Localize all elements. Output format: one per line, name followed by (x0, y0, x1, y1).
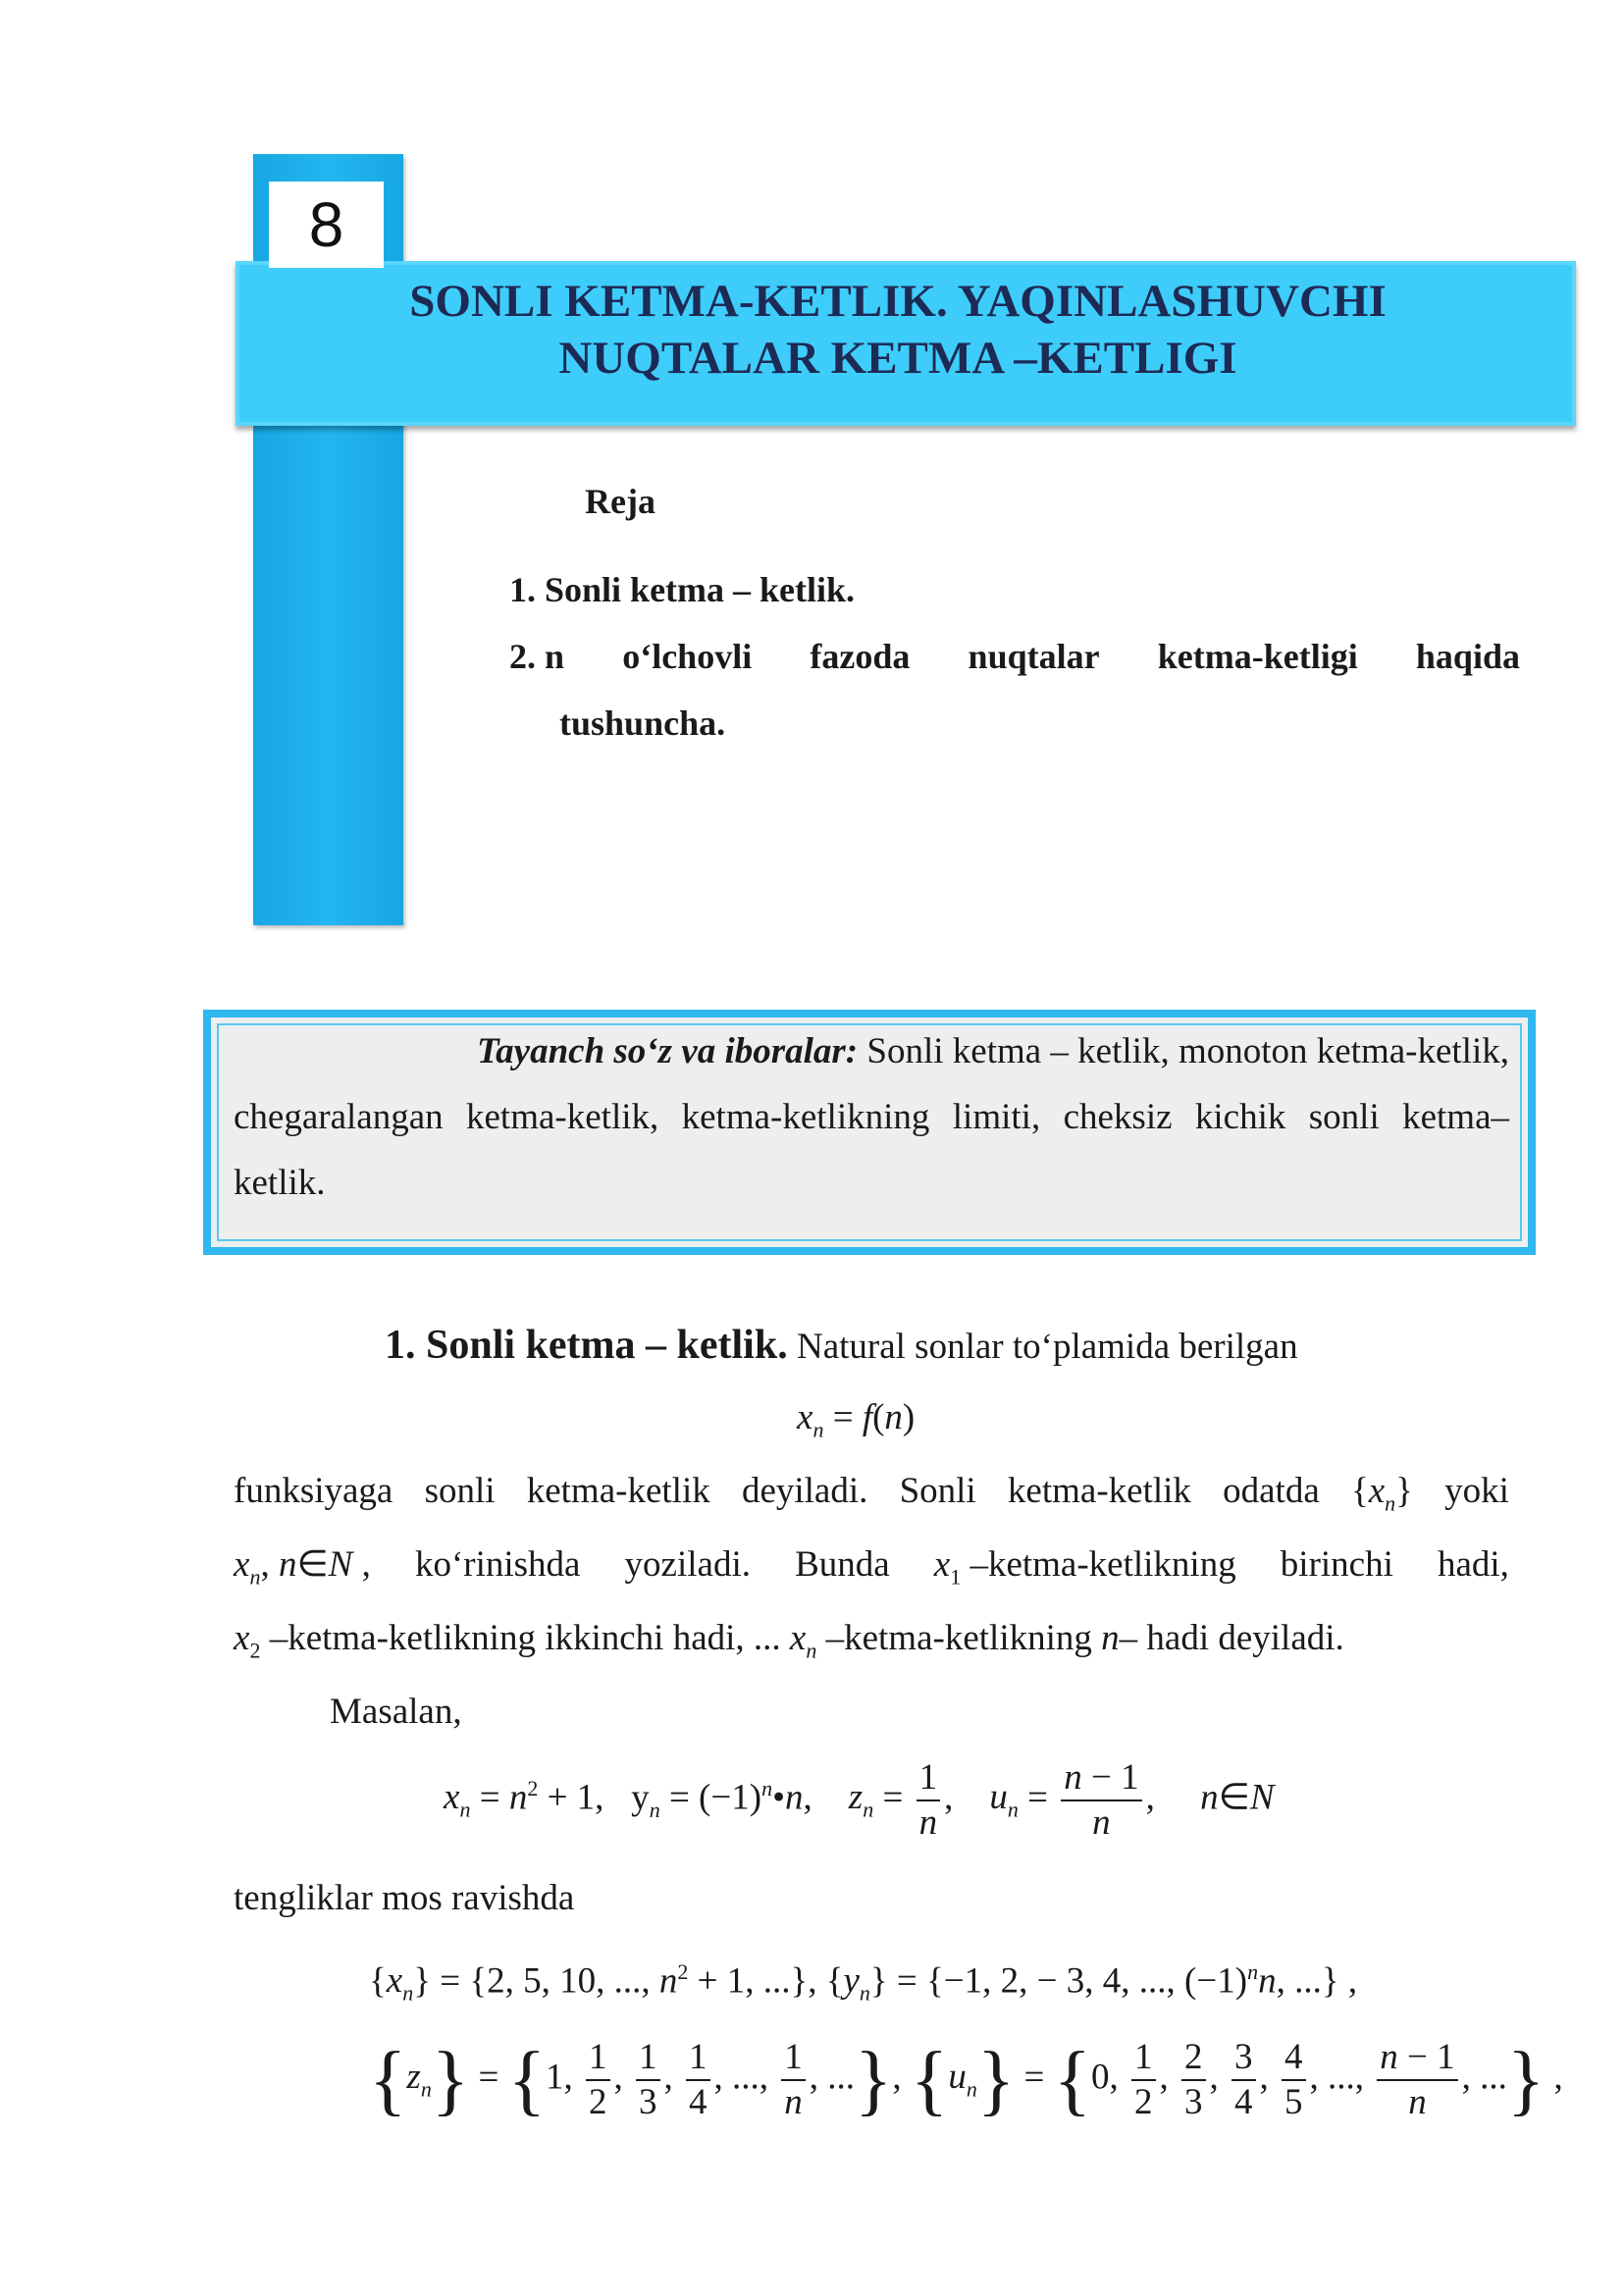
keywords-line-2: chegaralangan ketma-ketlik, ketma-ketlikning limiti, cheksiz kichik sonli ketma– (234, 1097, 1509, 1137)
section-heading-line (385, 1321, 1298, 1372)
keywords-line-1 (234, 1018, 1509, 1084)
plan-item-2-word: haqida (1415, 637, 1520, 676)
plan-heading: Reja (585, 482, 655, 521)
keywords-line-1-text: Sonli ketma – ketlik, monoton ketma-ketlik, (858, 1031, 1509, 1071)
section-intro: Natural sonlar to‘plamida berilgan (787, 1327, 1298, 1367)
chapter-title-line2: NUQTALAR KETMA –KETLIGI (558, 333, 1237, 384)
paragraph-line-2: $x_n$, n∈N , ko‘rinishda yoziladi. Bunda $x_1$ –ketma-ketlikning birinchi hadi, (234, 1544, 1509, 1590)
chapter-number: 8 (269, 182, 384, 268)
plan-item-1: 1. Sonli ketma – ketlik. (509, 570, 856, 609)
chapter-title (324, 273, 1472, 387)
plan-item-2-word: fazoda (810, 637, 911, 676)
plan-item-2-word: o‘lchovli (622, 637, 753, 676)
paragraph-line-1: funksiyaga sonli ketma-ketlik deyiladi. Sonli ketma-ketlik odatda $\{x_n\}$ yoki (234, 1471, 1509, 1516)
formula-xn-fn: $x_n = f(n)$ (797, 1397, 916, 1442)
paragraph-line-3: $x_2$ –ketma-ketlikning ikkinchi hadi, ... $x_n$ –ketma-ketlikning n– hadi deyiladi. (234, 1618, 1344, 1663)
plan-item-2-word: nuqtalar (968, 637, 1100, 676)
section-heading: 1. Sonli ketma – ketlik. (385, 1323, 788, 1368)
plan-item-2-word: ketma-ketligi (1157, 637, 1358, 676)
plan-item-2-word: 2. n (509, 637, 565, 676)
keywords-line-3: ketlik. (234, 1163, 326, 1203)
plan-item-2 (509, 636, 1520, 677)
examples-formula: $x_n = n^2 + 1$, $y_n$ = $(-1)^n•n$, $z_n$ = $\frac{1}{n}$ , $u_n$ = $\frac{n - 1}{n}$ , n∈N (444, 1757, 1275, 1843)
masalan-label: Masalan, (330, 1692, 462, 1732)
keywords-label: Tayanch so‘z va iboralar: (476, 1031, 859, 1071)
tengliklar-label: tengliklar mos ravishda (234, 1878, 575, 1918)
sequence-line-1: $\{x_n\} = \{2$, 5, 10, ..., $n^2 + 1$, ...}, $\{y_n\} = \{-1$, 2, − 3, 4, ..., $(-1)^nn$, ...} , (369, 1959, 1358, 2006)
sequence-line-2: $\{z_n\} = \{1$, $\frac{1}{2}$ , $\frac{1}{3}$ , $\frac{1}{4}$ , ..., $\frac{1}{n}$ , ...}, $\{u_n\} = \{0$, $\frac{1}{2}$ , $\frac{2}{3}$ , $\frac{3}{4}$ , $\frac{4}{5}$ , ..., $\frac{n - 1}{n}$ , ...} , (369, 2037, 1563, 2123)
plan-item-2-continuation: tushuncha. (559, 704, 726, 743)
chapter-title-line1: SONLI KETMA-KETLIK. YAQINLASHUVCHI (409, 276, 1387, 327)
